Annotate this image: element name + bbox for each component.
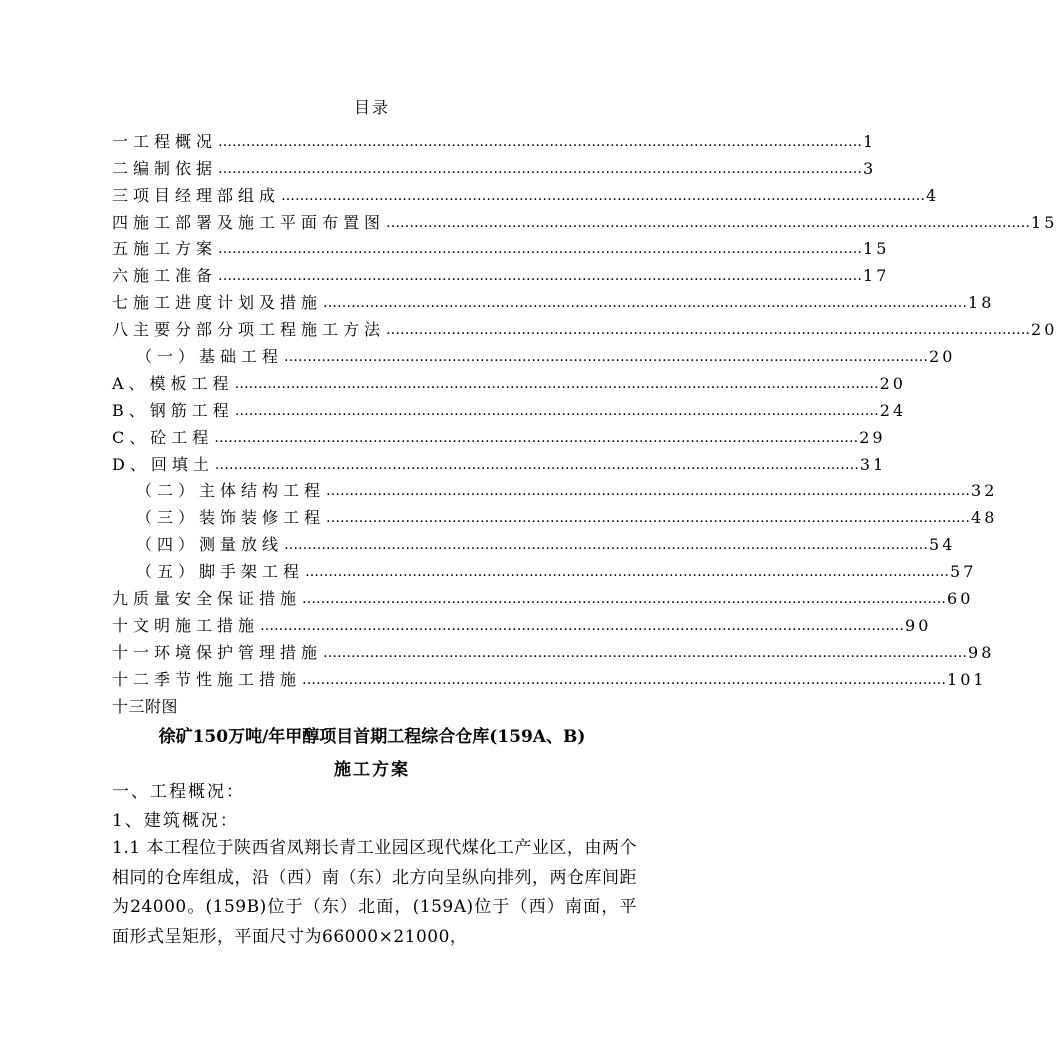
toc-entry-label: 四施工部署及施工平面布置图	[112, 212, 386, 232]
toc-leader-dots: …………………………………………………………………………………………………………………………	[214, 456, 859, 473]
toc-entry-page: 20	[1031, 320, 1057, 340]
toc-leader-dots: …………………………………………………………………………………………………………………………	[234, 402, 879, 419]
toc-entry[interactable]	[112, 287, 995, 314]
toc-entry-label: 七施工进度计划及措施	[112, 293, 323, 313]
toc-entry-page: 31	[859, 454, 887, 474]
toc-entry-page: 20	[929, 347, 956, 367]
toc-entry-label: 三项目经理部组成	[112, 185, 281, 205]
toc-entry-label: B、钢筋工程	[112, 400, 234, 420]
toc-leader-dots: …………………………………………………………………………………………………………………………	[326, 510, 971, 527]
toc-entry-page: 17	[863, 266, 890, 286]
toc-entry[interactable]	[112, 610, 932, 637]
toc-entry-page: 90	[905, 615, 932, 635]
toc-leader-dots: …………………………………………………………………………………………………………………………	[323, 295, 968, 312]
toc-entry-page: 15	[1031, 212, 1057, 232]
toc-entry[interactable]	[112, 207, 1057, 234]
toc-entry-label: 五施工方案	[112, 239, 218, 259]
toc-entry-page: 24	[879, 400, 907, 420]
toc-leader-dots: …………………………………………………………………………………………………………………………	[284, 349, 929, 366]
body-paragraph: 1.1 本工程位于陕西省凤翔长青工业园区现代煤化工产业区，由两个相同的仓库组成，沿（西）南（东）北方向呈纵向排列，两仓库间距为24000。(159B)位于（东）北面，(159A)位于（西）南面，平面形式呈矩形，平面尺寸为66000×21000，	[112, 838, 637, 947]
toc-entry-page: 60	[947, 589, 974, 609]
table-of-contents	[112, 126, 1057, 718]
toc-entry-label: 六施工准备	[112, 266, 218, 286]
toc-entry-page: 1	[863, 131, 877, 151]
toc-entry-page: 18	[968, 293, 995, 313]
section-heading: 一、工程概况：	[112, 782, 245, 802]
toc-leader-dots: …………………………………………………………………………………………………………………………	[260, 617, 905, 634]
toc-leader-dots: …………………………………………………………………………………………………………………………	[326, 483, 971, 500]
toc-entry-page: 3	[863, 158, 877, 178]
toc-entry[interactable]	[112, 529, 956, 556]
toc-leader-dots: …………………………………………………………………………………………………………………………	[218, 133, 863, 150]
toc-entry-label: 十文明施工措施	[112, 615, 260, 635]
toc-leader-dots: …………………………………………………………………………………………………………………………	[218, 268, 863, 285]
toc-leader-dots: …………………………………………………………………………………………………………………………	[218, 241, 863, 258]
toc-entry-label: 一工程概况	[112, 131, 218, 151]
toc-entry[interactable]	[112, 153, 877, 180]
toc-leader-dots: …………………………………………………………………………………………………………………………	[386, 322, 1031, 339]
toc-leader-dots: …………………………………………………………………………………………………………………………	[386, 214, 1031, 231]
toc-entry[interactable]	[112, 637, 995, 664]
toc-entry-label: 九质量安全保证措施	[112, 589, 302, 609]
toc-entry[interactable]	[112, 234, 890, 261]
toc-leader-dots: …………………………………………………………………………………………………………………………	[302, 591, 947, 608]
toc-entry-label: （一）基础工程	[136, 347, 284, 367]
document-title: 徐矿150万吨/年甲醇项目首期工程综合仓库(159A、B)	[158, 727, 586, 747]
toc-entry[interactable]	[112, 422, 886, 449]
toc-entry[interactable]	[112, 556, 977, 583]
toc-entry[interactable]	[112, 341, 956, 368]
toc-entry[interactable]	[112, 395, 907, 422]
toc-entry[interactable]	[112, 260, 890, 287]
toc-entry[interactable]	[112, 449, 887, 476]
toc-entry-page: 15	[863, 239, 890, 259]
toc-entry-label: 十二季节性施工措施	[112, 669, 302, 689]
document-subtitle: 施工方案	[334, 760, 410, 780]
subsection-heading: 1、建筑概况：	[112, 811, 239, 831]
toc-leader-dots: …………………………………………………………………………………………………………………………	[323, 644, 968, 661]
toc-entry-label: （二）主体结构工程	[136, 481, 326, 501]
toc-entry-label: （四）测量放线	[136, 535, 284, 555]
toc-entry-label: 十一环境保护管理措施	[112, 642, 323, 662]
toc-entry[interactable]	[112, 664, 987, 691]
toc-entry-page: 20	[879, 373, 906, 393]
toc-entry[interactable]	[112, 314, 1057, 341]
toc-title: 目录	[353, 98, 390, 117]
toc-entry-label: 十三附图	[112, 696, 179, 716]
toc-entry-page: 54	[929, 535, 956, 555]
toc-entry-page: 98	[968, 642, 995, 662]
toc-entry-label: （五）脚手架工程	[136, 562, 305, 582]
toc-entry-label: A、模板工程	[112, 373, 234, 393]
toc-entry-label: D、回填土	[112, 454, 214, 474]
toc-entry-page: 101	[947, 669, 987, 689]
toc-entry[interactable]	[112, 476, 998, 503]
toc-entry-page: 4	[926, 185, 940, 205]
toc-entry-label: 八主要分部分项工程施工方法	[112, 320, 386, 340]
toc-leader-dots: …………………………………………………………………………………………………………………………	[284, 537, 929, 554]
toc-entry[interactable]	[112, 126, 877, 153]
toc-entry-label: 二编制依据	[112, 158, 218, 178]
toc-entry[interactable]	[112, 691, 634, 718]
toc-entry[interactable]	[112, 502, 998, 529]
toc-leader-dots: …………………………………………………………………………………………………………………………	[218, 160, 863, 177]
toc-entry-page: 32	[971, 481, 998, 501]
toc-leader-dots: …………………………………………………………………………………………………………………………	[305, 564, 950, 581]
toc-leader-dots: …………………………………………………………………………………………………………………………	[214, 429, 859, 446]
toc-leader-dots: …………………………………………………………………………………………………………………………	[234, 375, 879, 392]
toc-entry[interactable]	[112, 583, 974, 610]
toc-entry-label: （三）装饰装修工程	[136, 508, 326, 528]
toc-entry-page: 57	[950, 562, 977, 582]
toc-leader-dots: …………………………………………………………………………………………………………………………	[281, 187, 926, 204]
toc-entry-page: 48	[971, 508, 998, 528]
toc-entry-label: C、砼工程	[112, 427, 214, 447]
toc-entry[interactable]	[112, 368, 906, 395]
toc-entry-page: 29	[859, 427, 886, 447]
toc-entry[interactable]	[112, 180, 940, 207]
toc-leader-dots: …………………………………………………………………………………………………………………………	[302, 671, 947, 688]
